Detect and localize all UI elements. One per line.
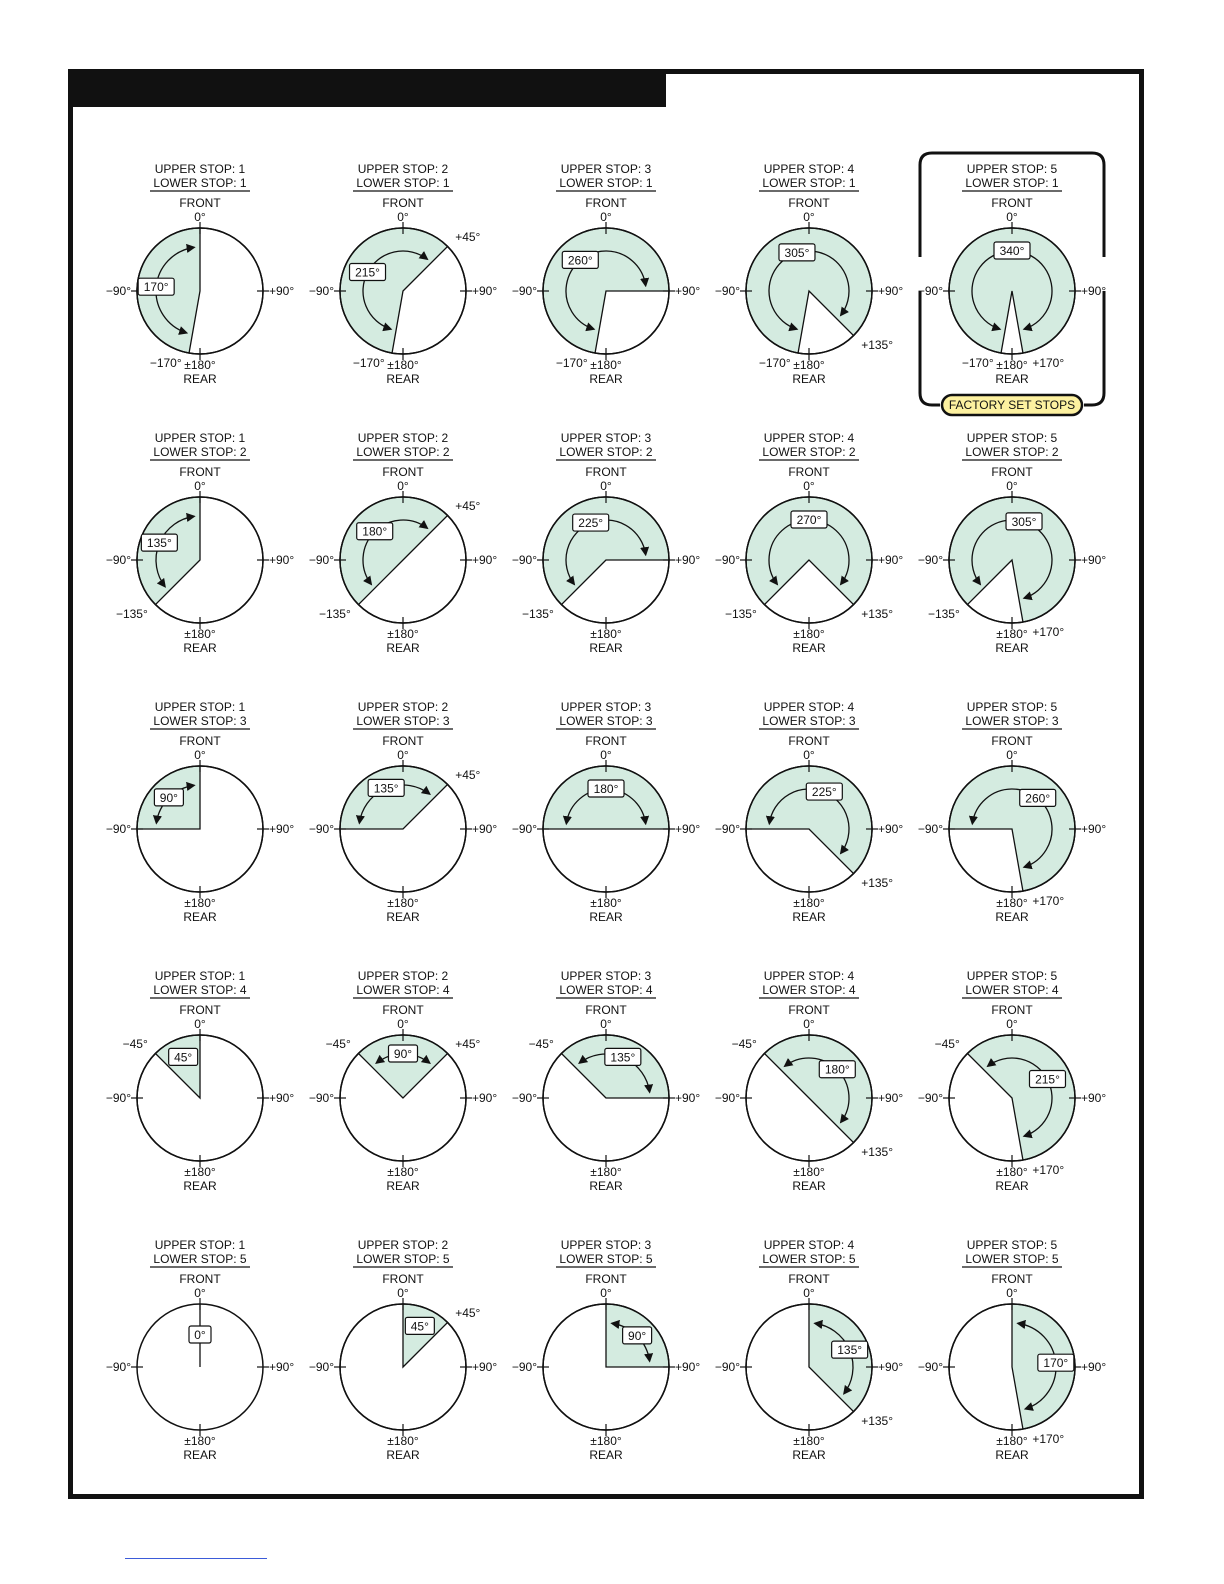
lower-stop-label: LOWER STOP: 3 — [762, 714, 856, 728]
pm180-label: ±180° — [793, 1165, 825, 1179]
upper-stop-label: UPPER STOP: 5 — [966, 969, 1058, 983]
plus90-label: +90° — [878, 1091, 904, 1105]
range-value: 180° — [362, 524, 388, 539]
upper-stop-label: UPPER STOP: 1 — [154, 700, 246, 714]
zero-label: 0° — [194, 1286, 206, 1300]
plus90-label: +90° — [878, 822, 904, 836]
rear-label: REAR — [589, 641, 623, 655]
lower-stop-label: LOWER STOP: 5 — [559, 1252, 653, 1266]
range-value: 260° — [567, 253, 593, 268]
lower-stop-label: LOWER STOP: 2 — [153, 445, 247, 459]
upper-stop-label: UPPER STOP: 2 — [357, 162, 449, 176]
range-value: 260° — [1025, 791, 1051, 806]
plus90-label: +90° — [675, 822, 701, 836]
stop-angle-label: −45° — [122, 1036, 148, 1051]
zero-label: 0° — [803, 210, 815, 224]
plus90-label: +90° — [472, 1091, 498, 1105]
stop-diagram — [715, 969, 904, 1193]
upper-stop-label: UPPER STOP: 2 — [357, 969, 449, 983]
stop-angle-label: +45° — [455, 767, 481, 782]
front-label: FRONT — [179, 196, 221, 210]
range-value: 45° — [174, 1050, 193, 1065]
stop-angle-label: +45° — [455, 1305, 481, 1320]
front-label: FRONT — [382, 1272, 424, 1286]
stop-angle-label: −170° — [961, 355, 994, 370]
stop-angle-label: −135° — [115, 607, 148, 622]
stop-diagram — [106, 431, 295, 655]
stop-diagram — [106, 162, 295, 386]
zero-label: 0° — [1006, 748, 1018, 762]
zero-label: 0° — [600, 1286, 612, 1300]
stop-angle-label: −135° — [724, 607, 757, 622]
upper-stop-label: UPPER STOP: 3 — [560, 1238, 652, 1252]
zero-label: 0° — [803, 1286, 815, 1300]
range-value: 180° — [593, 782, 619, 796]
rear-label: REAR — [995, 1179, 1029, 1193]
front-label: FRONT — [788, 196, 830, 210]
range-value: 215° — [1035, 1072, 1060, 1087]
minus90-label: −90° — [308, 1360, 334, 1374]
pm180-label: ±180° — [387, 627, 419, 641]
minus90-label: −90° — [511, 284, 537, 298]
front-label: FRONT — [382, 734, 424, 748]
front-label: FRONT — [382, 196, 424, 210]
stop-diagram — [309, 700, 498, 924]
stop-angle-label: +135° — [861, 1145, 894, 1160]
minus90-label: −90° — [917, 1091, 943, 1105]
lower-stop-label: LOWER STOP: 1 — [559, 176, 653, 190]
stop-angle-label: −170° — [758, 355, 791, 370]
lower-stop-label: LOWER STOP: 1 — [153, 176, 247, 190]
upper-stop-label: UPPER STOP: 1 — [154, 431, 246, 445]
lower-stop-label: LOWER STOP: 5 — [356, 1252, 450, 1266]
pm180-label: ±180° — [184, 627, 216, 641]
minus90-label: −90° — [308, 1091, 334, 1105]
upper-stop-label: UPPER STOP: 4 — [763, 1238, 855, 1252]
range-value: 225° — [578, 516, 604, 531]
range-value: 90° — [393, 1047, 413, 1061]
zero-label: 0° — [194, 748, 206, 762]
stop-angle-label: +170° — [1032, 355, 1065, 370]
pm180-label: ±180° — [996, 1165, 1028, 1179]
front-label: FRONT — [585, 734, 627, 748]
upper-stop-label: UPPER STOP: 3 — [560, 431, 652, 445]
stop-angle-label: −170° — [555, 355, 588, 370]
rear-label: REAR — [589, 1179, 623, 1193]
zero-label: 0° — [194, 479, 206, 493]
stop-diagram — [512, 700, 701, 924]
plus90-label: +90° — [269, 1091, 295, 1105]
lower-stop-label: LOWER STOP: 2 — [559, 445, 653, 459]
pm180-label: ±180° — [387, 1434, 419, 1448]
range-value: 305° — [784, 245, 810, 260]
plus90-label: +90° — [1081, 553, 1107, 567]
pm180-label: ±180° — [590, 1165, 622, 1179]
minus90-label: −90° — [105, 284, 131, 298]
rear-label: REAR — [589, 372, 623, 386]
range-value: 305° — [1011, 514, 1037, 529]
pm180-label: ±180° — [590, 627, 622, 641]
range-value: 180° — [824, 1062, 850, 1077]
plus90-label: +90° — [269, 1360, 295, 1374]
zero-label: 0° — [600, 479, 612, 493]
plus90-label: +90° — [269, 284, 295, 298]
pm180-label: ±180° — [996, 896, 1028, 910]
range-value: 170° — [1043, 1356, 1069, 1371]
pm180-label: ±180° — [590, 1434, 622, 1448]
minus90-label: −90° — [917, 1360, 943, 1374]
stop-diagram — [715, 431, 904, 655]
front-label: FRONT — [788, 734, 830, 748]
zero-label: 0° — [397, 210, 409, 224]
rear-label: REAR — [183, 1179, 217, 1193]
minus90-label: −90° — [105, 553, 131, 567]
lower-stop-label: LOWER STOP: 4 — [762, 983, 856, 997]
footer-link-line — [125, 1558, 267, 1559]
rear-label: REAR — [589, 910, 623, 924]
plus90-label: +90° — [675, 1360, 701, 1374]
range-value: 340° — [999, 244, 1025, 258]
minus90-label: −90° — [917, 284, 943, 298]
upper-stop-label: UPPER STOP: 4 — [763, 700, 855, 714]
upper-stop-label: UPPER STOP: 3 — [560, 969, 652, 983]
stop-angle-label: −135° — [521, 607, 554, 622]
stop-angle-label: −45° — [325, 1036, 351, 1051]
lower-stop-label: LOWER STOP: 3 — [559, 714, 653, 728]
front-label: FRONT — [585, 465, 627, 479]
lower-stop-label: LOWER STOP: 1 — [965, 176, 1059, 190]
lower-stop-label: LOWER STOP: 4 — [559, 983, 653, 997]
pm180-label: ±180° — [387, 1165, 419, 1179]
front-label: FRONT — [585, 1272, 627, 1286]
plus90-label: +90° — [269, 822, 295, 836]
lower-stop-label: LOWER STOP: 4 — [965, 983, 1059, 997]
lower-stop-label: LOWER STOP: 5 — [965, 1252, 1059, 1266]
front-label: FRONT — [788, 1003, 830, 1017]
range-value: 215° — [355, 265, 380, 280]
stop-diagram — [715, 1238, 904, 1462]
minus90-label: −90° — [917, 553, 943, 567]
range-value: 135° — [146, 536, 172, 551]
stop-angle-label: −45° — [528, 1036, 554, 1051]
front-label: FRONT — [382, 465, 424, 479]
plus90-label: +90° — [675, 284, 701, 298]
zero-label: 0° — [1006, 479, 1018, 493]
rear-label: REAR — [792, 1179, 826, 1193]
pm180-label: ±180° — [590, 896, 622, 910]
rear-label: REAR — [183, 910, 217, 924]
stop-diagram — [512, 162, 701, 386]
plus90-label: +90° — [675, 1091, 701, 1105]
front-label: FRONT — [991, 196, 1033, 210]
rear-label: REAR — [386, 1448, 420, 1462]
upper-stop-label: UPPER STOP: 1 — [154, 1238, 246, 1252]
lower-stop-label: LOWER STOP: 2 — [965, 445, 1059, 459]
stop-diagram — [918, 1238, 1107, 1462]
factory-label: FACTORY SET STOPS — [948, 398, 1076, 412]
minus90-label: −90° — [714, 822, 740, 836]
rear-label: REAR — [589, 1448, 623, 1462]
front-label: FRONT — [382, 1003, 424, 1017]
zero-label: 0° — [1006, 1286, 1018, 1300]
range-value: 135° — [837, 1343, 863, 1358]
minus90-label: −90° — [511, 553, 537, 567]
upper-stop-label: UPPER STOP: 3 — [560, 700, 652, 714]
stop-angle-label: +170° — [1032, 1431, 1065, 1446]
upper-stop-label: UPPER STOP: 4 — [763, 162, 855, 176]
zero-label: 0° — [397, 479, 409, 493]
lower-stop-label: LOWER STOP: 1 — [356, 176, 450, 190]
stop-angle-label: +170° — [1032, 624, 1065, 639]
minus90-label: −90° — [105, 1091, 131, 1105]
rear-label: REAR — [792, 641, 826, 655]
lower-stop-label: LOWER STOP: 4 — [153, 983, 247, 997]
rear-label: REAR — [792, 1448, 826, 1462]
zero-label: 0° — [194, 210, 206, 224]
upper-stop-label: UPPER STOP: 4 — [763, 969, 855, 983]
plus90-label: +90° — [472, 553, 498, 567]
stop-diagram — [106, 700, 295, 924]
zero-label: 0° — [600, 210, 612, 224]
minus90-label: −90° — [917, 822, 943, 836]
stop-diagram — [309, 969, 498, 1193]
plus90-label: +90° — [1081, 822, 1107, 836]
lower-stop-label: LOWER STOP: 4 — [356, 983, 450, 997]
upper-stop-label: UPPER STOP: 5 — [966, 162, 1058, 176]
rear-label: REAR — [995, 1448, 1029, 1462]
range-value: 0° — [194, 1328, 206, 1342]
front-label: FRONT — [991, 465, 1033, 479]
plus90-label: +90° — [472, 822, 498, 836]
upper-stop-label: UPPER STOP: 5 — [966, 431, 1058, 445]
upper-stop-label: UPPER STOP: 2 — [357, 431, 449, 445]
minus90-label: −90° — [308, 284, 334, 298]
front-label: FRONT — [991, 734, 1033, 748]
stop-diagram — [309, 162, 498, 386]
lower-stop-label: LOWER STOP: 5 — [153, 1252, 247, 1266]
front-label: FRONT — [991, 1272, 1033, 1286]
stop-angle-label: +45° — [455, 498, 481, 513]
rear-label: REAR — [995, 372, 1029, 386]
stop-angle-label: −45° — [731, 1036, 757, 1051]
range-value: 135° — [610, 1050, 636, 1065]
stop-angle-label: −170° — [352, 355, 385, 370]
range-value: 170° — [143, 280, 169, 295]
stop-diagram — [918, 700, 1107, 924]
upper-stop-label: UPPER STOP: 1 — [154, 162, 246, 176]
zero-label: 0° — [397, 1286, 409, 1300]
pm180-label: ±180° — [793, 358, 825, 372]
minus90-label: −90° — [105, 1360, 131, 1374]
rear-label: REAR — [183, 372, 217, 386]
pm180-label: ±180° — [996, 358, 1028, 372]
minus90-label: −90° — [714, 284, 740, 298]
stop-diagram — [918, 153, 1107, 415]
stop-angle-label: −135° — [318, 607, 351, 622]
plus90-label: +90° — [675, 553, 701, 567]
zero-label: 0° — [803, 748, 815, 762]
front-label: FRONT — [585, 196, 627, 210]
upper-stop-label: UPPER STOP: 2 — [357, 1238, 449, 1252]
lower-stop-label: LOWER STOP: 3 — [153, 714, 247, 728]
stop-diagram — [512, 1238, 701, 1462]
zero-label: 0° — [1006, 210, 1018, 224]
front-label: FRONT — [179, 465, 221, 479]
lower-stop-label: LOWER STOP: 2 — [356, 445, 450, 459]
minus90-label: −90° — [714, 1091, 740, 1105]
rear-label: REAR — [386, 372, 420, 386]
zero-label: 0° — [194, 1017, 206, 1031]
range-value: 225° — [811, 785, 837, 800]
front-label: FRONT — [585, 1003, 627, 1017]
minus90-label: −90° — [714, 1360, 740, 1374]
rear-label: REAR — [386, 641, 420, 655]
front-label: FRONT — [991, 1003, 1033, 1017]
zero-label: 0° — [600, 748, 612, 762]
stop-diagram — [715, 700, 904, 924]
pm180-label: ±180° — [996, 627, 1028, 641]
minus90-label: −90° — [308, 553, 334, 567]
stop-diagram — [715, 162, 904, 386]
upper-stop-label: UPPER STOP: 1 — [154, 969, 246, 983]
stop-angle-label: −135° — [927, 607, 960, 622]
minus90-label: −90° — [511, 1360, 537, 1374]
zero-label: 0° — [397, 748, 409, 762]
pm180-label: ±180° — [184, 1434, 216, 1448]
range-value: 135° — [373, 781, 399, 796]
stop-diagram — [106, 1238, 295, 1462]
rear-label: REAR — [792, 372, 826, 386]
lower-stop-label: LOWER STOP: 2 — [762, 445, 856, 459]
stop-diagram — [512, 969, 701, 1193]
pm180-label: ±180° — [793, 627, 825, 641]
lower-stop-label: LOWER STOP: 3 — [965, 714, 1059, 728]
plus90-label: +90° — [472, 1360, 498, 1374]
plus90-label: +90° — [1081, 1091, 1107, 1105]
stop-diagram — [309, 431, 498, 655]
pm180-label: ±180° — [590, 358, 622, 372]
zero-label: 0° — [600, 1017, 612, 1031]
plus90-label: +90° — [878, 1360, 904, 1374]
stop-angle-label: +135° — [861, 1414, 894, 1429]
zero-label: 0° — [803, 479, 815, 493]
pm180-label: ±180° — [387, 358, 419, 372]
minus90-label: −90° — [511, 1091, 537, 1105]
front-label: FRONT — [788, 1272, 830, 1286]
stop-angle-label: +135° — [861, 876, 894, 891]
stop-angle-label: +170° — [1032, 893, 1065, 908]
zero-label: 0° — [803, 1017, 815, 1031]
upper-stop-label: UPPER STOP: 4 — [763, 431, 855, 445]
pm180-label: ±180° — [793, 1434, 825, 1448]
rear-label: REAR — [183, 641, 217, 655]
plus90-label: +90° — [269, 553, 295, 567]
upper-stop-label: UPPER STOP: 2 — [357, 700, 449, 714]
stop-angle-label: +45° — [455, 229, 481, 244]
stop-diagram — [512, 431, 701, 655]
stop-angle-label: +135° — [861, 607, 894, 622]
stop-angle-label: +135° — [861, 338, 894, 353]
rear-label: REAR — [995, 641, 1029, 655]
plus90-label: +90° — [878, 553, 904, 567]
upper-stop-label: UPPER STOP: 3 — [560, 162, 652, 176]
stop-diagram — [918, 969, 1107, 1193]
range-value: 90° — [159, 790, 178, 805]
front-label: FRONT — [179, 1003, 221, 1017]
minus90-label: −90° — [714, 553, 740, 567]
stop-angle-label: +45° — [455, 1036, 481, 1051]
rear-label: REAR — [183, 1448, 217, 1462]
plus90-label: +90° — [472, 284, 498, 298]
pm180-label: ±180° — [793, 896, 825, 910]
rear-label: REAR — [792, 910, 826, 924]
stop-angle-label: +170° — [1032, 1162, 1065, 1177]
stop-diagram — [106, 969, 295, 1193]
pm180-label: ±180° — [387, 896, 419, 910]
pm180-label: ±180° — [184, 358, 216, 372]
minus90-label: −90° — [308, 822, 334, 836]
pm180-label: ±180° — [184, 896, 216, 910]
front-label: FRONT — [788, 465, 830, 479]
upper-stop-label: UPPER STOP: 5 — [966, 1238, 1058, 1252]
zero-label: 0° — [397, 1017, 409, 1031]
stop-diagram — [918, 431, 1107, 655]
zero-label: 0° — [1006, 1017, 1018, 1031]
rear-label: REAR — [995, 910, 1029, 924]
minus90-label: −90° — [105, 822, 131, 836]
pm180-label: ±180° — [996, 1434, 1028, 1448]
rear-label: REAR — [386, 910, 420, 924]
plus90-label: +90° — [878, 284, 904, 298]
minus90-label: −90° — [511, 822, 537, 836]
range-value: 45° — [410, 1319, 429, 1334]
pm180-label: ±180° — [184, 1165, 216, 1179]
range-value: 90° — [628, 1328, 647, 1343]
lower-stop-label: LOWER STOP: 1 — [762, 176, 856, 190]
range-value: 270° — [796, 513, 822, 527]
stop-angle-label: −170° — [149, 355, 182, 370]
rear-label: REAR — [386, 1179, 420, 1193]
stop-diagram — [309, 1238, 498, 1462]
lower-stop-label: LOWER STOP: 5 — [762, 1252, 856, 1266]
front-label: FRONT — [179, 1272, 221, 1286]
lower-stop-label: LOWER STOP: 3 — [356, 714, 450, 728]
stop-angle-label: −45° — [934, 1036, 960, 1051]
upper-stop-label: UPPER STOP: 5 — [966, 700, 1058, 714]
plus90-label: +90° — [1081, 284, 1107, 298]
front-label: FRONT — [179, 734, 221, 748]
plus90-label: +90° — [1081, 1360, 1107, 1374]
